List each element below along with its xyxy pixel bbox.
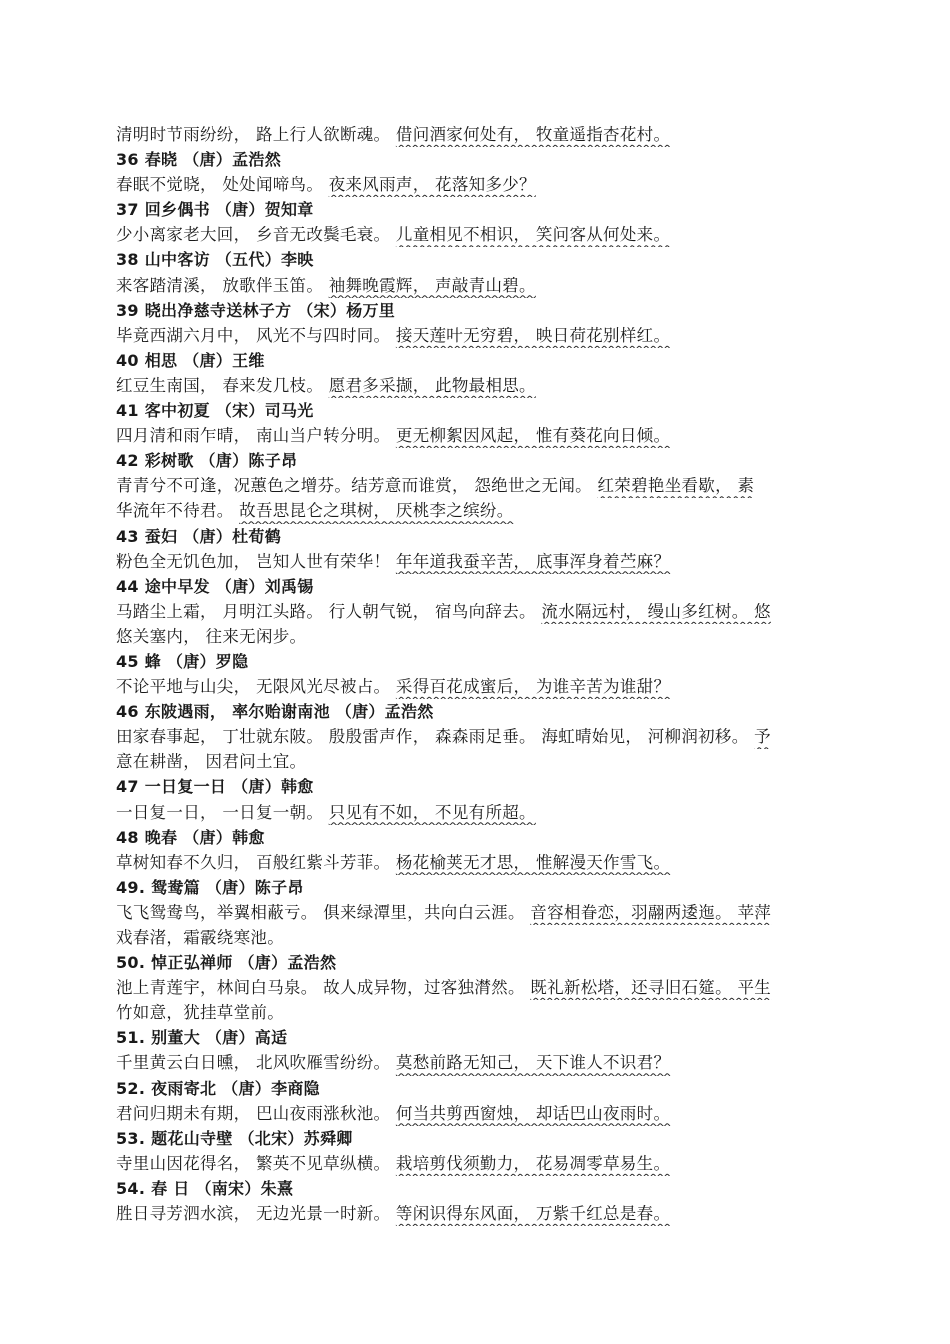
- poem-text-underlined: 儿童相见不相识， 笑问客从何处来。: [395, 225, 671, 245]
- poem-text-underlined: 既礼新松塔，还寻旧石筵。 平生: [530, 978, 772, 998]
- poem-text-line: [116, 373, 840, 398]
- poem-text-line: [116, 1000, 840, 1025]
- poem-text-plain: 池上青莲宇，林间白马泉。 故人成异物，过客独潸然。: [116, 978, 525, 998]
- poem-text-plain: 悠关塞内， 往来无闲步。: [116, 626, 307, 646]
- poem-title: 38 山中客访 （五代）李映: [116, 250, 314, 270]
- poem-text-line: [116, 599, 840, 624]
- poem-text-line: [116, 900, 840, 925]
- poem-title: 40 相思 （唐）王维: [116, 350, 265, 370]
- poem-text-plain: 粉色全无饥色加， 岂知人世有荣华！: [116, 551, 391, 571]
- poem-title: 46 东陂遇雨， 率尔贻谢南池 （唐）孟浩然: [116, 702, 434, 722]
- poem-text-underlined: 年年道我蚕辛苦， 底事浑身着苎麻？: [395, 551, 671, 571]
- poem-text-line: [116, 473, 840, 498]
- poem-text-line: [116, 624, 840, 649]
- poem-text-underlined: 故吾思昆仑之琪树， 厌桃李之缤纷。: [239, 501, 514, 521]
- poem-text-line: [116, 724, 840, 749]
- poem-text-underlined: 杨花榆荚无才思， 惟解漫天作雪飞。: [395, 852, 671, 872]
- poem-text-line: [116, 122, 840, 147]
- poem-text-underlined: 更无柳絮因风起， 惟有葵花向日倾。: [395, 426, 671, 446]
- poem-title: 44 途中早发 （唐）刘禹锡: [116, 576, 314, 596]
- poem-title: 52. 夜雨寄北 （唐）李商隐: [116, 1078, 320, 1098]
- poem-text-line: [116, 975, 840, 1000]
- poem-text-line: [116, 925, 840, 950]
- poem-text-underlined: 接天莲叶无穷碧， 映日荷花别样红。: [395, 325, 671, 345]
- poem-text-underlined: 夜来风雨声， 花落知多少？: [328, 175, 536, 195]
- poem-text-plain: 马踏尘上霜， 月明江头路。 行人朝气锐， 宿鸟向辞去。: [116, 601, 536, 621]
- poem-text-plain: 田家春事起， 丁壮就东陂。 殷殷雷声作， 森森雨足垂。 海虹晴始见， 河柳润初移。: [116, 727, 749, 747]
- poem-text-plain: 少小离家老大回， 乡音无改鬓毛衰。: [116, 225, 391, 245]
- poem-text-plain: 飞飞鸳鸯鸟，举翼相蔽亏。 俱来绿潭里，共向白云涯。: [116, 902, 525, 922]
- poem-text-plain: 清明时节雨纷纷， 路上行人欲断魂。: [116, 125, 391, 144]
- poem-title: 54. 春 日 （南宋）朱熹: [116, 1178, 294, 1198]
- poem-text-line: [116, 423, 840, 448]
- poem-text-plain: 不论平地与山尖， 无限风光尽被占。: [116, 677, 391, 697]
- poem-text-line: [116, 850, 840, 875]
- poem-text-underlined: 袖舞晚霞辉， 声敲青山碧。: [328, 275, 536, 295]
- poem-text-line: [116, 222, 840, 247]
- poem-title: 39 晓出净慈寺送林子方 （宋）杨万里: [116, 300, 396, 320]
- poem-text-line: [116, 323, 840, 348]
- poem-text-line: [116, 498, 840, 523]
- poem-text-underlined: 红荣碧艳坐看歇， 素: [597, 476, 755, 496]
- poem-text-plain: 红豆生南国， 春来发几枝。: [116, 375, 324, 395]
- poem-title: 49. 鸳鸯篇 （唐）陈子昂: [116, 877, 304, 897]
- poem-title: 50. 悼正弘禅师 （唐）孟浩然: [116, 953, 337, 973]
- poem-text-plain: 草树知春不久归， 百般红紫斗芳菲。: [116, 852, 391, 872]
- poem-text-line: [116, 273, 840, 298]
- poem-text-line: [116, 800, 840, 825]
- poem-title: 48 晚春 （唐）韩愈: [116, 827, 265, 847]
- poem-list: [116, 122, 840, 1226]
- poem-title: 41 客中初夏 （宋）司马光: [116, 401, 314, 421]
- poem-text-plain: 戏春渚，霜霰绕寒池。: [116, 928, 284, 947]
- poem-title: 51. 别董大 （唐）高适: [116, 1028, 288, 1048]
- poem-text-underlined: 愿君多采撷， 此物最相思。: [328, 375, 536, 395]
- poem-text-plain: 毕竟西湖六月中， 风光不与四时同。: [116, 325, 391, 345]
- poem-text-line: [116, 1101, 840, 1126]
- poem-text-plain: 胜日寻芳泗水滨， 无边光景一时新。: [116, 1204, 391, 1224]
- poem-title: 45 蜂 （唐）罗隐: [116, 651, 249, 671]
- poem-text-line: [116, 1201, 840, 1226]
- poem-text-underlined: 只见有不如， 不见有所超。: [328, 802, 536, 822]
- poem-text-underlined: 予: [754, 727, 771, 747]
- poem-text-plain: 青青兮不可逢，况蕙色之增芬。结芳意而谁赏， 怨绝世之无闻。: [116, 476, 592, 496]
- poem-text-line: [116, 172, 840, 197]
- poem-text-underlined: 借问酒家何处有， 牧童遥指杏花村。: [395, 125, 671, 144]
- poem-title: 42 彩树歌 （唐）陈子昂: [116, 451, 298, 471]
- poem-text-plain: 寺里山因花得名， 繁英不见草纵横。: [116, 1153, 391, 1173]
- poem-text-plain: 来客踏清溪， 放歌伴玉笛。: [116, 275, 324, 295]
- poem-text-plain: 竹如意，犹挂草堂前。: [116, 1003, 284, 1023]
- poem-text-line: [116, 1151, 840, 1176]
- poem-text-underlined: 何当共剪西窗烛， 却话巴山夜雨时。: [395, 1103, 671, 1123]
- poem-text-plain: 华流年不待君。: [116, 501, 234, 521]
- poem-text-underlined: 栽培剪伐须勤力， 花易凋零草易生。: [395, 1153, 671, 1173]
- poem-title: 43 蚕妇 （唐）杜荀鹤: [116, 526, 282, 546]
- poem-text-plain: 君问归期未有期， 巴山夜雨涨秋池。: [116, 1103, 391, 1123]
- poem-text-plain: 四月清和雨乍晴， 南山当户转分明。: [116, 426, 391, 446]
- poem-text-plain: 千里黄云白日曛， 北风吹雁雪纷纷。: [116, 1053, 391, 1073]
- poem-text-line: [116, 749, 840, 774]
- poem-text-line: [116, 1050, 840, 1075]
- poem-text-underlined: 流水隔远村， 缦山多红树。 悠: [541, 601, 771, 621]
- poem-title: 36 春晓 （唐）孟浩然: [116, 150, 282, 170]
- poem-text-underlined: 等闲识得东风面， 万紫千红总是春。: [395, 1204, 671, 1224]
- poem-text-line: [116, 549, 840, 574]
- poem-text-line: [116, 674, 840, 699]
- poem-text-plain: 一日复一日， 一日复一朝。: [116, 802, 324, 822]
- poem-title: 53. 题花山寺壁 （北宋）苏舜卿: [116, 1128, 353, 1148]
- poem-text-plain: 意在耕凿， 因君问土宜。: [116, 752, 307, 772]
- poem-text-underlined: 音容相眷恋，羽翮两逶迤。 苹萍: [530, 902, 772, 922]
- poem-text-underlined: 采得百花成蜜后， 为谁辛苦为谁甜？: [395, 677, 671, 697]
- poem-title: 37 回乡偶书 （唐）贺知章: [116, 200, 314, 220]
- poem-title: 47 一日复一日 （唐）韩愈: [116, 777, 314, 797]
- poem-text-underlined: 莫愁前路无知己， 天下谁人不识君？: [395, 1053, 671, 1073]
- poem-text-plain: 春眠不觉晓， 处处闻啼鸟。: [116, 175, 324, 195]
